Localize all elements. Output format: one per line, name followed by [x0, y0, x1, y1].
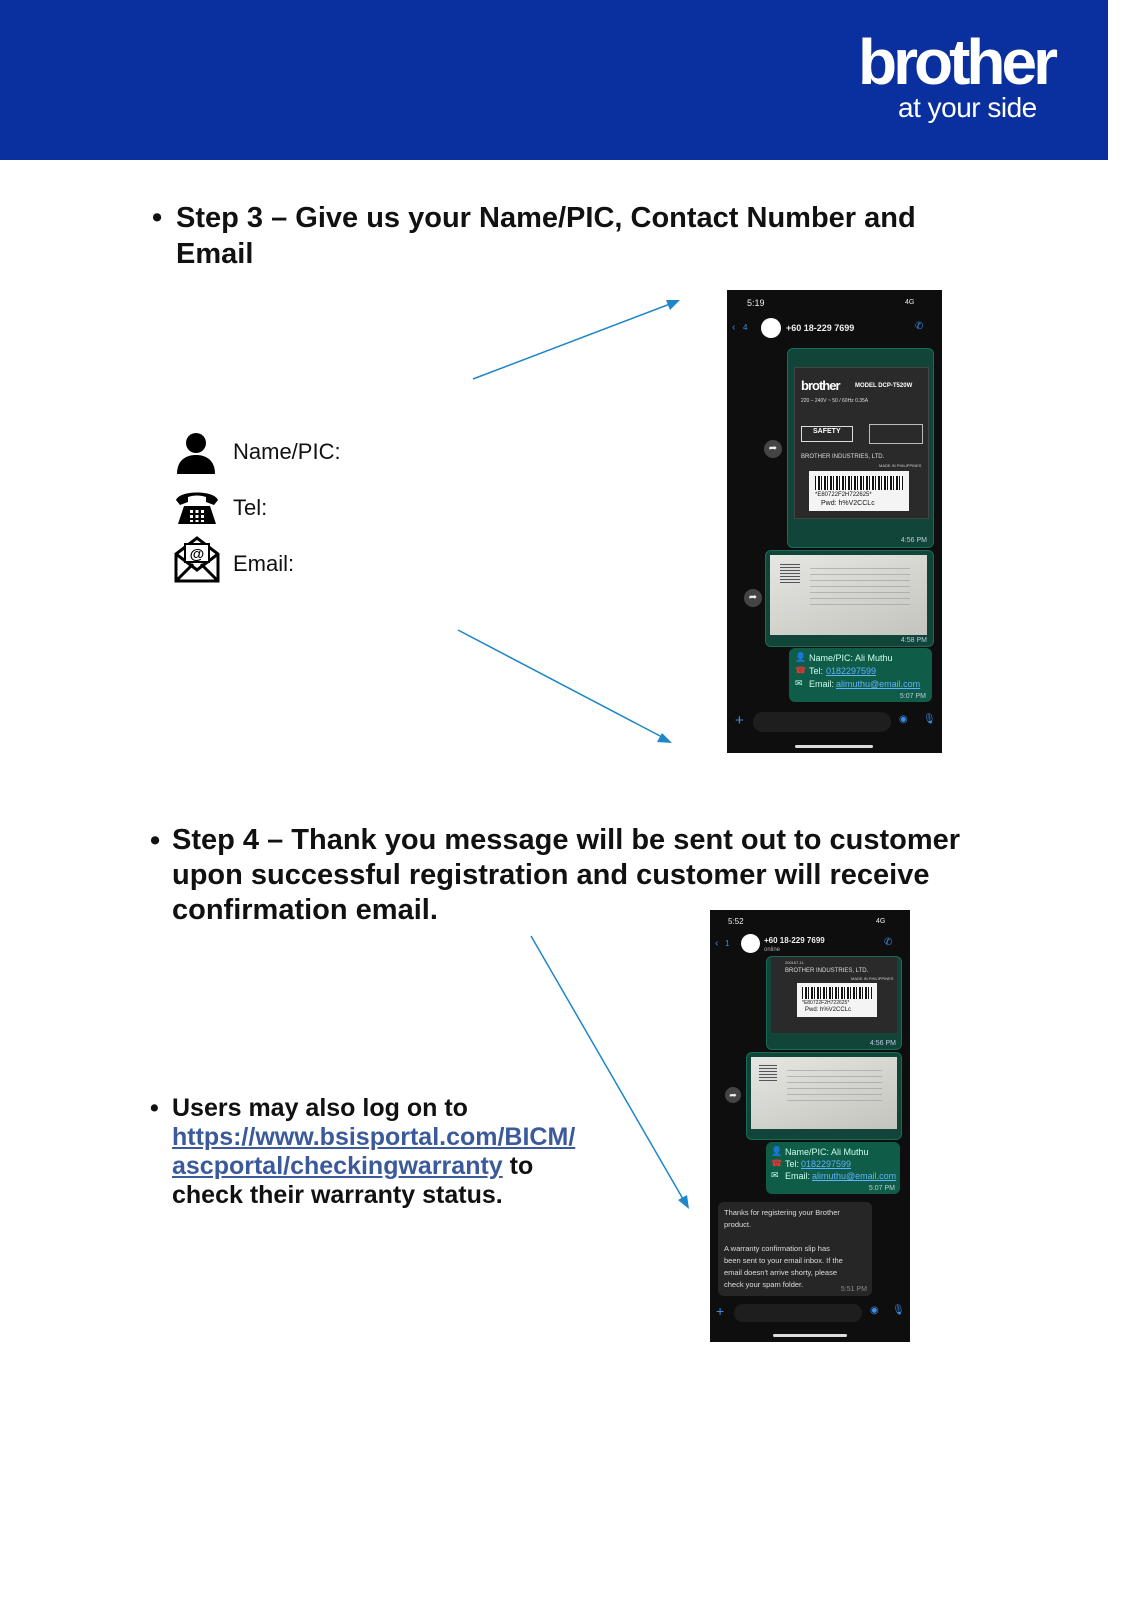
- msg-email-icon: ✉: [771, 1170, 779, 1180]
- forward-icon[interactable]: ➦: [725, 1087, 741, 1103]
- warranty-link-part1[interactable]: https://www.bsisportal.com/BICM/: [172, 1123, 576, 1151]
- camera-icon[interactable]: ◉: [870, 1305, 879, 1316]
- status-time: 5:52: [728, 917, 744, 926]
- field-label-email: Email:: [233, 551, 295, 576]
- microphone-icon[interactable]: 🎙: [892, 1305, 905, 1316]
- camera-icon[interactable]: ◉: [899, 714, 908, 725]
- message-timestamp: 4:56 PM: [869, 1040, 896, 1047]
- call-icon[interactable]: ✆: [915, 321, 924, 332]
- chat-status: online: [764, 947, 781, 953]
- reply-line4: been sent to your email inbox. If the: [724, 1256, 843, 1265]
- step4-title-line1: Step 4 – Thank you message will be sent out to customer: [172, 824, 961, 856]
- contact-avatar[interactable]: [741, 934, 760, 953]
- label-made-in: MADE IN PHILIPPINES: [879, 463, 922, 468]
- chat-contact[interactable]: +60 18-229 7699: [786, 323, 855, 333]
- arrow-head-3: [678, 1195, 689, 1209]
- label-made-in: MADE IN PHILIPPINES: [851, 976, 894, 981]
- step3-title-line2: Email: [176, 238, 254, 270]
- back-count[interactable]: 1: [725, 939, 730, 948]
- label-pwd: Pwd: h%V2CCLc: [805, 1007, 852, 1013]
- back-count[interactable]: 4: [743, 323, 748, 332]
- msg-tel-link[interactable]: 0182297599: [826, 666, 877, 676]
- msg-email-link[interactable]: alimuthu@email.com: [812, 1171, 897, 1181]
- msg-email-link[interactable]: alimuthu@email.com: [836, 679, 921, 689]
- message-timestamp: 5:07 PM: [868, 1185, 895, 1192]
- home-indicator: [773, 1334, 847, 1337]
- msg-name: Name/PIC: Ali Muthu: [809, 653, 893, 663]
- message-timestamp: 5:07 PM: [899, 693, 926, 700]
- status-time: 5:19: [747, 298, 765, 308]
- label-manufacturer: BROTHER INDUSTRIES, LTD.: [801, 454, 885, 460]
- field-label-tel: Tel:: [233, 495, 268, 520]
- msg-tel-link[interactable]: 0182297599: [801, 1159, 852, 1169]
- bullet: •: [150, 1094, 159, 1122]
- brand-tagline: at your side: [898, 92, 1037, 123]
- reply-line6: check your spam folder.: [724, 1280, 804, 1289]
- message-timestamp: 5:51 PM: [840, 1286, 867, 1293]
- msg-person-icon: 👤: [795, 652, 807, 662]
- bullet: •: [150, 825, 161, 857]
- reply-line3: A warranty confirmation slip has: [724, 1244, 830, 1253]
- forward-icon[interactable]: ➦: [764, 440, 782, 458]
- call-icon[interactable]: ✆: [884, 937, 893, 948]
- msg-tel-label: Tel:: [785, 1159, 800, 1169]
- registration-message[interactable]: [766, 1142, 900, 1194]
- label-pwd: Pwd: h%V2CCLc: [821, 500, 875, 507]
- receipt-photo[interactable]: [746, 1052, 902, 1140]
- attach-plus-icon[interactable]: +: [716, 1303, 725, 1319]
- message-input[interactable]: [753, 712, 891, 732]
- phone-screenshot-2: [710, 910, 910, 1342]
- brand-logo: brother: [858, 26, 1054, 98]
- warranty-link-part2[interactable]: ascportal/checkingwarranty: [172, 1152, 503, 1180]
- message-timestamp: 4:58 PM: [900, 637, 927, 644]
- label-manufacturer: BROTHER INDUSTRIES, LTD.: [785, 968, 869, 974]
- portal-to: to: [502, 1152, 534, 1180]
- bullet: •: [152, 202, 163, 234]
- msg-phone-icon: ☎: [771, 1158, 783, 1168]
- msg-name: Name/PIC: Ali Muthu: [785, 1147, 869, 1157]
- arrow-line-2: [458, 630, 662, 737]
- label-brand: brother: [801, 378, 840, 393]
- label-safety: SAFETY: [813, 428, 841, 435]
- phone-screenshot-1: [727, 290, 942, 753]
- message-input[interactable]: [734, 1304, 862, 1322]
- label-serial: *E80722F2H722625*: [815, 492, 872, 498]
- printer-label-photo[interactable]: [787, 348, 934, 548]
- reply-line5: email doesn't arrive shorty, please: [724, 1268, 838, 1277]
- status-signal: 4G: [905, 299, 915, 306]
- thank-you-message[interactable]: [718, 1202, 872, 1296]
- contact-avatar[interactable]: [761, 318, 781, 338]
- reply-line2: product.: [724, 1220, 752, 1229]
- printer-label-photo[interactable]: 200167-11 BROTHER INDUSTRIES, LTD. MADE IN PHILIPPINES *E80722F2H722625* Pwd: h%V2CCLc 4:56 PM: [766, 956, 902, 1050]
- message-timestamp: 4:56 PM: [900, 537, 927, 544]
- attach-plus-icon[interactable]: +: [735, 712, 744, 729]
- msg-email-label: Email:: [809, 679, 835, 689]
- msg-email-icon: ✉: [795, 678, 803, 688]
- portal-info: [172, 1094, 642, 1210]
- portal-line1: Users may also log on to: [172, 1094, 468, 1122]
- back-icon[interactable]: ‹: [732, 322, 736, 333]
- back-icon[interactable]: ‹: [715, 938, 719, 949]
- arrow-line-1: [473, 304, 670, 379]
- field-label-name: Name/PIC:: [233, 439, 341, 464]
- forward-icon[interactable]: ➦: [744, 589, 762, 607]
- portal-line3: check their warranty status.: [172, 1181, 503, 1209]
- arrow-head-2: [657, 733, 672, 743]
- msg-email-label: Email:: [785, 1171, 811, 1181]
- arrow-head-1: [666, 300, 680, 310]
- label-model: MODEL DCP-T520W: [855, 383, 913, 389]
- msg-phone-icon: ☎: [795, 665, 807, 675]
- receipt-photo[interactable]: [765, 550, 934, 647]
- label-voltage: 220 – 240V ~ 50 / 60Hz 0.35A: [801, 398, 869, 404]
- status-signal: 4G: [876, 918, 886, 925]
- step3-title-line1: Step 3 – Give us your Name/PIC, Contact Number and: [176, 202, 916, 234]
- step4-title-line3: confirmation email.: [172, 894, 438, 926]
- reply-line1: Thanks for registering your Brother: [724, 1208, 840, 1217]
- label-serial: *E80722F2H722625*: [802, 1000, 850, 1006]
- registration-message[interactable]: [789, 648, 932, 702]
- microphone-icon[interactable]: 🎙: [923, 714, 936, 725]
- home-indicator: [795, 745, 873, 748]
- svg-text:@: @: [189, 546, 205, 563]
- msg-tel-label: Tel:: [809, 666, 824, 676]
- step4-title-line2: upon successful registration and customer will receive: [172, 859, 930, 891]
- chat-contact[interactable]: +60 18-229 7699: [764, 936, 825, 945]
- msg-person-icon: 👤: [771, 1146, 783, 1156]
